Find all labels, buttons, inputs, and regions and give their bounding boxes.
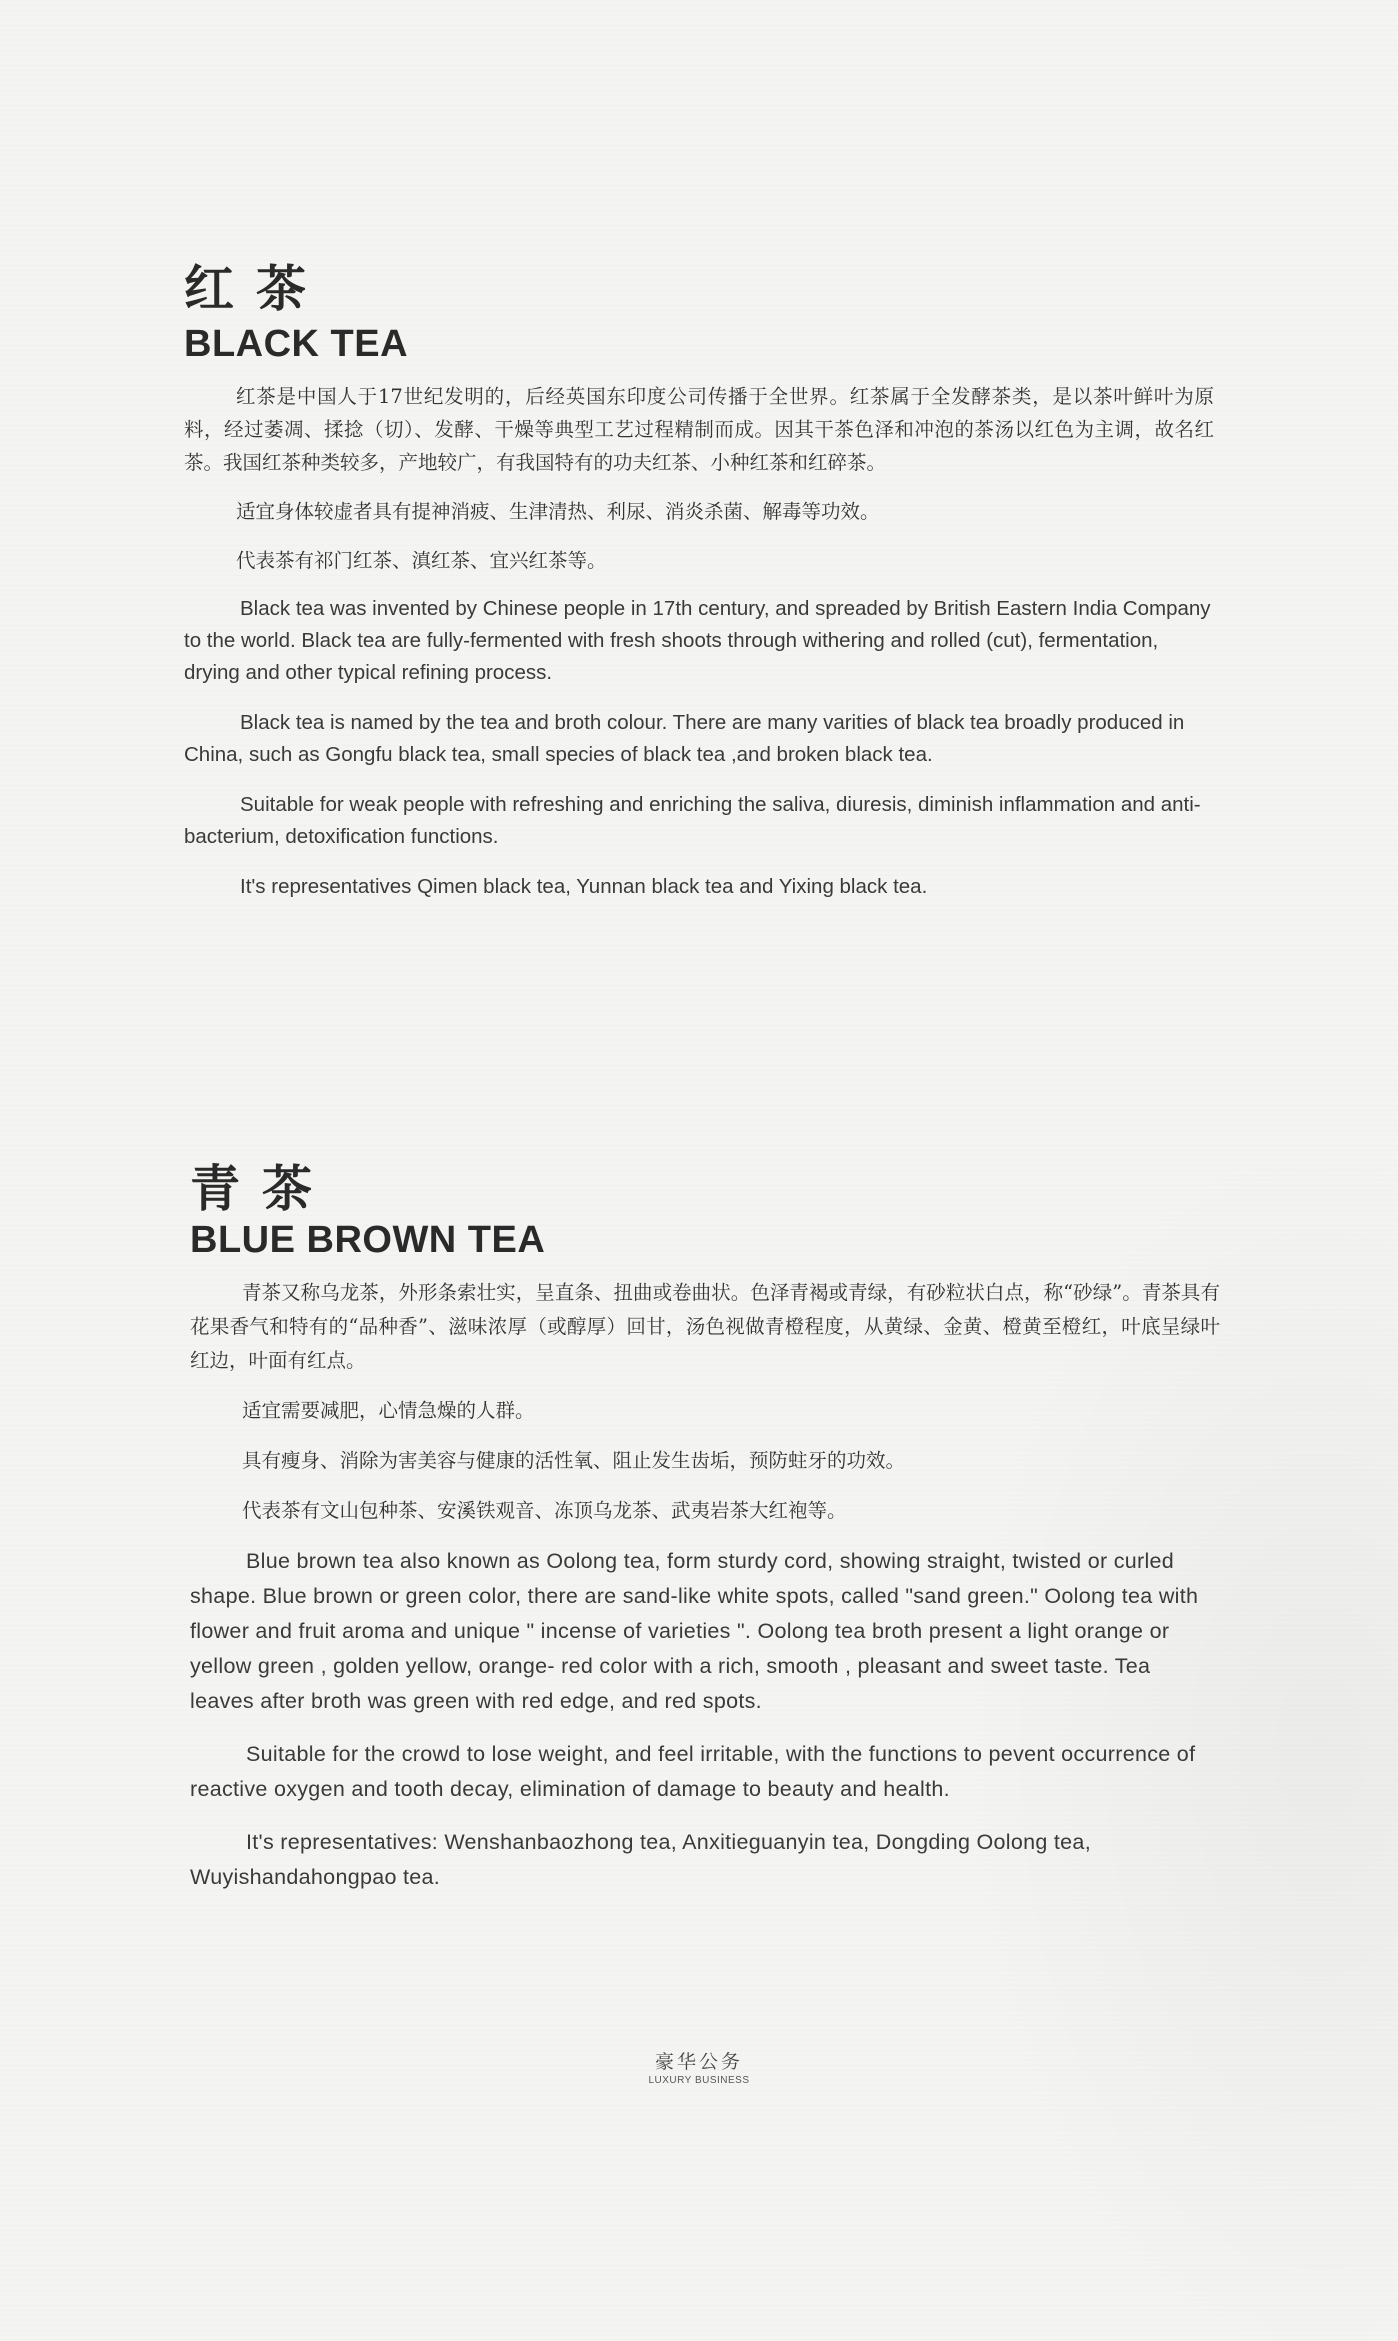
blue-tea-title-cn: 青茶 <box>190 1159 334 1218</box>
blue-tea-paragraph-en: It's representatives: Wenshanbaozhong tea, Anxitieguanyin tea, Dongding Oolong tea, Wuyishandahongpao tea. <box>190 1830 1091 1889</box>
blue-tea-section <box>190 1160 1220 1913</box>
black-tea-paragraph-cn: 适宜身体较虚者具有提神消疲、生津清热、利尿、消炎杀菌、解毒等功效。 <box>236 500 880 523</box>
blue-tea-paragraph-en: Suitable for the crowd to lose weight, and feel irritable, with the functions to pevent occurrence of reactive oxygen and tooth decay, elimination of damage to beauty and health. <box>190 1742 1196 1801</box>
black-tea-paragraph-cn: 代表茶有祁门红茶、滇红茶、宜兴红茶等。 <box>236 549 607 572</box>
footer-logo <box>0 2050 1398 2088</box>
black-tea-paragraph-en: Black tea was invented by Chinese people in 17th century, and spreaded by British Eastern India Company to the world. Black tea are fully-fermented with fresh shoots through withering and rolled (cut), fermentation, drying and other typical refining process. <box>184 597 1211 684</box>
blue-tea-paragraph-cn: 代表茶有文山包种茶、安溪铁观音、冻顶乌龙茶、武夷岩茶大红袍等。 <box>242 1499 847 1522</box>
blue-tea-title-en: BLUE BROWN TEA <box>190 1219 546 1261</box>
blue-tea-paragraph-cn: 青茶又称乌龙茶，外形条索壮实，呈直条、扭曲或卷曲状。色泽青褐或青绿，有砂粒状白点，称“砂绿”。青茶具有花果香气和特有的“品种香”、滋味浓厚（或醇厚）回甘，汤色视做青橙程度，从黄绿、金黄、橙黄至橙红，叶底呈绿叶红边，叶面有红点。 <box>190 1281 1220 1372</box>
black-tea-paragraph-en: Black tea is named by the tea and broth colour. There are many varities of black tea broadly produced in China, such as Gongfu black tea, small species of black tea ,and broken black tea. <box>184 711 1185 766</box>
footer-brand-en: LUXURY BUSINESS <box>648 2075 750 2086</box>
black-tea-title-en: BLACK TEA <box>184 323 409 365</box>
black-tea-paragraph-cn: 红茶是中国人于17世纪发明的，后经英国东印度公司传播于全世界。红茶属于全发酵茶类，是以茶叶鲜叶为原料，经过萎凋、揉捻（切）、发酵、干燥等典型工艺过程精制而成。因其干茶色泽和冲泡的茶汤以红色为主调，故名红茶。我国红茶种类较多，产地较广，有我国特有的功夫红茶、小种红茶和红碎茶。 <box>184 385 1214 474</box>
black-tea-paragraph-en: Suitable for weak people with refreshing and enriching the saliva, diuresis, diminish inflammation and anti-bacterium, detoxification functions. <box>184 793 1201 848</box>
blue-tea-paragraph-en: Blue brown tea also known as Oolong tea, form sturdy cord, showing straight, twisted or curled shape. Blue brown or green color, there are sand-like white spots, called "sand green." Oolong tea with flower and fruit aroma and unique " incense of varieties ". Oolong tea broth present a light orange or yellow green , golden yellow, orange- red color with a rich, smooth , pleasant and sweet taste. Tea leaves after broth was green with red edge, and red spots. <box>190 1549 1199 1713</box>
black-tea-section <box>184 260 1214 921</box>
black-tea-title-cn: 红茶 <box>184 259 328 318</box>
black-tea-paragraph-en: It's representatives Qimen black tea, Yunnan black tea and Yixing black tea. <box>240 875 928 898</box>
blue-tea-paragraph-cn: 具有瘦身、消除为害美容与健康的活性氧、阻止发生齿垢，预防蛀牙的功效。 <box>242 1449 906 1472</box>
blue-tea-paragraph-cn: 适宜需要减肥，心情急燥的人群。 <box>242 1399 535 1422</box>
footer-brand-cn: 豪华公务 <box>654 2051 743 2073</box>
